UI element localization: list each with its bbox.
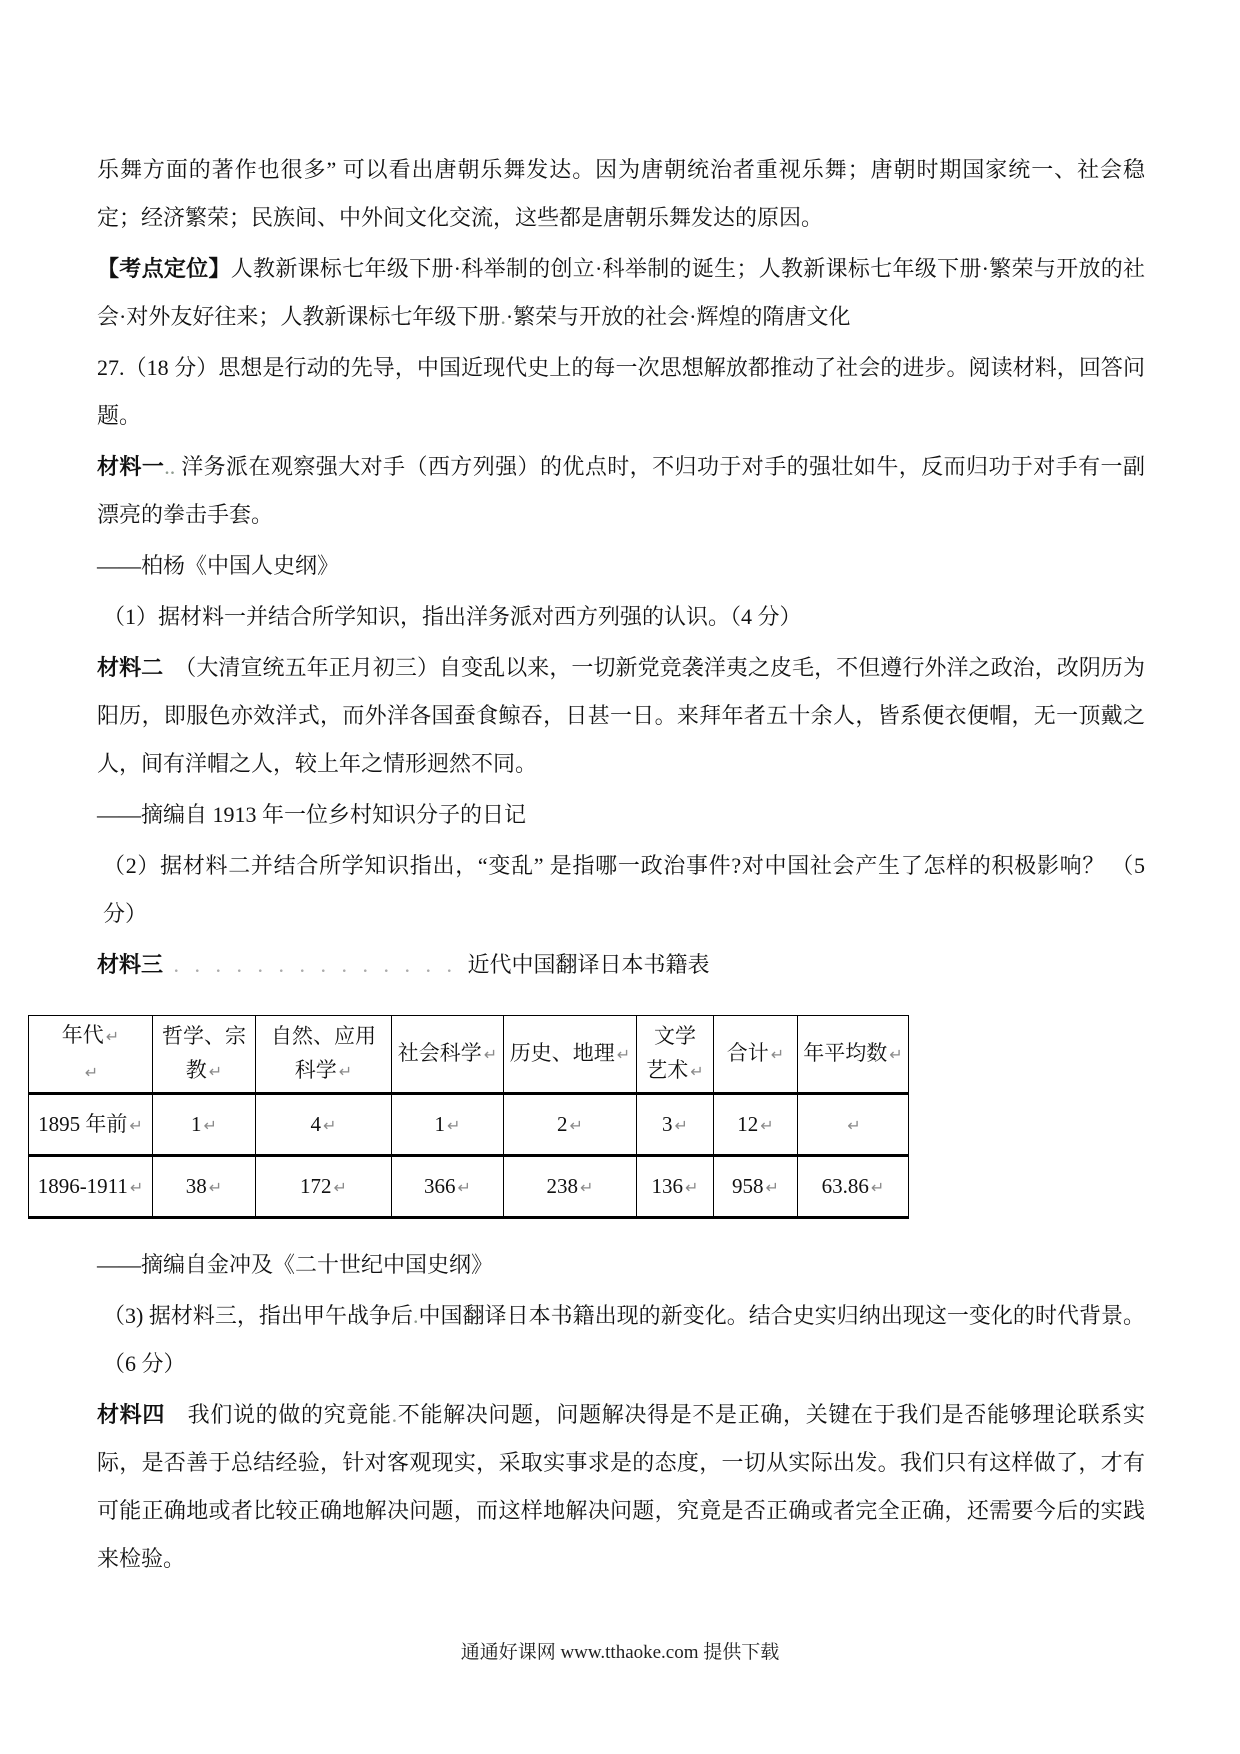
return-mark-icon: ↵ xyxy=(457,1177,471,1197)
material-label: 材料四 xyxy=(97,1402,165,1427)
table-cell-line xyxy=(802,1107,904,1143)
return-mark-icon: ↵ xyxy=(483,1045,498,1064)
table-cell xyxy=(637,1156,714,1218)
return-mark-icon: ↵ xyxy=(690,1062,704,1081)
return-mark-icon: ↵ xyxy=(889,1045,903,1064)
table-cell-line: 艺术 ↵ xyxy=(646,1058,704,1082)
return-mark-icon: ↵ xyxy=(105,1027,120,1046)
paragraph xyxy=(97,542,1145,590)
return-mark-icon: ↵ xyxy=(616,1045,631,1064)
table-header-row xyxy=(29,1016,909,1094)
table-header-cell xyxy=(504,1016,637,1094)
table-cell-line: 哲学、宗 xyxy=(162,1024,246,1048)
text-run: . xyxy=(391,1402,398,1427)
table-cell-line: 4 ↵ xyxy=(310,1111,337,1136)
table-cell-line: 社会科学 ↵ xyxy=(397,1041,498,1065)
return-mark-icon: ↵ xyxy=(129,1115,143,1135)
text-run: 不能解决问题，问题解决得是不是正确，关键在于我们是否能够理论联系实际，是否善于总结经验，针对客观现实，采取实事求是的态度，一切从实际出发。我们只有这样做了，才有可能正确地或者比较正确地解决问题，而这样地解决问题，究竟是否正确或者完全正确，还需要今后的实践来检验。 xyxy=(97,1402,1145,1571)
return-mark-icon: ↵ xyxy=(203,1115,217,1135)
table-row xyxy=(29,1156,909,1218)
table-cell-line: 自然、应用 xyxy=(271,1024,376,1048)
table-cell xyxy=(256,1094,392,1156)
table-cell-line: 年平均数 ↵ xyxy=(803,1041,903,1065)
return-mark-icon: ↵ xyxy=(208,1177,223,1197)
table-cell xyxy=(637,1094,714,1156)
text-run: 人教新课标七年级下册·科举制的创立·科举制的诞生；人教新课标七年级下册·繁荣与开放的社会·对外友好往来；人教新课标七年级下册 xyxy=(97,256,1145,329)
return-mark-icon: ↵ xyxy=(770,1045,785,1064)
footer-text: 通通好课网 www.tthaoke.com 提供下载 xyxy=(460,1642,780,1663)
paragraph xyxy=(97,245,1145,341)
text-run: ·繁荣与开放的社会·辉煌的隋唐文化 xyxy=(505,304,851,329)
table-cell xyxy=(504,1156,637,1218)
table-cell-line: 38 ↵ xyxy=(185,1173,223,1198)
table-cell xyxy=(798,1094,909,1156)
text-run: 近代中国翻译日本书籍表 xyxy=(467,952,710,977)
table-cell-line: 136 ↵ xyxy=(651,1173,699,1198)
return-mark-icon: ↵ xyxy=(338,1062,353,1081)
material-label: 【考点定位】 xyxy=(97,256,231,281)
return-mark-icon: ↵ xyxy=(447,1115,461,1135)
table-cell-line: 1896-1911 ↵ xyxy=(37,1173,144,1198)
table-cell-line: 3 ↵ xyxy=(662,1111,688,1136)
text-run: 我们说的做的究竟能 xyxy=(165,1402,392,1427)
paragraph xyxy=(97,1292,1145,1388)
table-cell xyxy=(714,1156,798,1218)
table-cell-line: 958 ↵ xyxy=(732,1173,779,1198)
return-mark-icon: ↵ xyxy=(333,1177,347,1197)
text-run: 乐舞方面的著作也很多” 可以看出唐朝乐舞发达。因为唐朝统治者重视乐舞；唐朝时期国家统一、社会稳定；经济繁荣；民族间、中外间文化交流，这些都是唐朝乐舞发达的原因。 xyxy=(97,157,1145,230)
paragraph xyxy=(97,1391,1145,1583)
text-run: . xyxy=(413,1303,419,1328)
paragraph xyxy=(97,791,1145,839)
return-mark-icon: ↵ xyxy=(569,1115,583,1135)
table-cell-line: 合计 ↵ xyxy=(726,1041,785,1065)
table-cell-line: 教 ↵ xyxy=(185,1058,223,1082)
text-run: . xyxy=(500,304,506,329)
table-cell-line: 年代 ↵ xyxy=(61,1023,120,1047)
page-footer xyxy=(0,1638,1240,1668)
table-cell xyxy=(714,1094,798,1156)
table-header-cell xyxy=(29,1016,153,1094)
table-row xyxy=(29,1094,909,1156)
paragraph xyxy=(97,146,1145,242)
table-cell-line: 12 ↵ xyxy=(737,1111,774,1136)
table-header-cell xyxy=(714,1016,798,1094)
return-mark-icon: ↵ xyxy=(765,1177,779,1197)
text-run: （2）据材料二并结合所学知识指出，“变乱” 是指哪一政治事件?对中国社会产生了怎样的积极影响？ （5 分） xyxy=(103,853,1145,926)
text-run: （3) 据材料三，指出甲午战争后 xyxy=(103,1303,414,1328)
table-cell xyxy=(392,1156,504,1218)
table-cell xyxy=(504,1094,637,1156)
table-cell-line: 科学 ↵ xyxy=(294,1058,353,1082)
table-header-cell xyxy=(153,1016,256,1094)
return-mark-icon: ↵ xyxy=(129,1177,144,1197)
text-run: .. xyxy=(164,454,176,479)
dotted-leader: . . . . . . . . . . . . . . xyxy=(163,952,468,977)
table-header-cell xyxy=(637,1016,714,1094)
table-cell xyxy=(392,1094,504,1156)
material-label: 材料一 xyxy=(97,454,165,479)
return-mark-icon: ↵ xyxy=(685,1177,699,1197)
table-cell-line: 63.86 ↵ xyxy=(821,1173,885,1198)
table-cell-line: 1895 年前 ↵ xyxy=(38,1111,143,1136)
paragraph xyxy=(97,443,1145,539)
table-cell-line: 172 ↵ xyxy=(300,1173,347,1198)
text-run: （1）据材料一并结合所学知识，指出洋务派对西方列强的认识。（4 分） xyxy=(103,604,802,629)
table-cell-line: 238 ↵ xyxy=(546,1173,594,1198)
table-cell-line xyxy=(33,1054,148,1090)
text-run: ——摘编自金冲及《二十世纪中国史纲》 xyxy=(97,1252,494,1277)
table-cell xyxy=(29,1156,153,1218)
table-header-cell xyxy=(256,1016,392,1094)
table-cell xyxy=(153,1094,256,1156)
table-header-cell xyxy=(392,1016,504,1094)
table-cell xyxy=(153,1156,256,1218)
paragraph xyxy=(97,842,1145,938)
table-cell-line: 文学 xyxy=(654,1024,696,1048)
return-mark-icon: ↵ xyxy=(580,1177,594,1197)
return-mark-icon: ↵ xyxy=(674,1115,688,1135)
table-cell-line: 366 ↵ xyxy=(424,1173,471,1198)
return-mark-icon: ↵ xyxy=(84,1063,99,1082)
table-cell-line: 1 ↵ xyxy=(434,1111,461,1136)
table-cell xyxy=(798,1156,909,1218)
text-run: 中国翻译日本书籍出现的新变化。结合史实归纳出现这一变化的时代背景。（6 分） xyxy=(103,1303,1145,1376)
return-mark-icon: ↵ xyxy=(847,1115,861,1135)
return-mark-icon: ↵ xyxy=(760,1115,774,1135)
table-cell-line: 1 ↵ xyxy=(191,1111,217,1136)
table-header-cell xyxy=(798,1016,909,1094)
translation-table xyxy=(28,1015,909,1219)
table-cell xyxy=(256,1156,392,1218)
paragraph xyxy=(97,593,1145,641)
text-run: ——摘编自 1913 年一位乡村知识分子的日记 xyxy=(97,802,527,827)
material-label: 材料二 xyxy=(97,655,164,680)
paragraph xyxy=(97,1241,1145,1289)
paragraph xyxy=(97,941,1145,989)
paragraph xyxy=(97,644,1145,788)
return-mark-icon: ↵ xyxy=(323,1115,337,1135)
paragraph xyxy=(97,344,1145,440)
table-cell-line: 历史、地理 ↵ xyxy=(509,1041,631,1065)
table-cell-line: 2 ↵ xyxy=(557,1111,583,1136)
text-run: ——柏杨《中国人史纲》 xyxy=(97,553,340,578)
table-cell xyxy=(29,1094,153,1156)
return-mark-icon: ↵ xyxy=(870,1177,885,1197)
material-label: 材料三 xyxy=(97,952,164,977)
text-run: （大清宣统五年正月初三）自变乱以来，一切新党竞袭洋夷之皮毛，不但遵行外洋之政治，改阴历为阳历，即服色亦效洋式，而外洋各国蚕食鲸吞，日甚一日。来拜年者五十余人，皆系便衣便帽，无一顶戴之人，间有洋帽之人，较上年之情形迥然不同。 xyxy=(97,655,1145,776)
text-run: 27.（18 分）思想是行动的先导，中国近现代史上的每一次思想解放都推动了社会的进步。阅读材料，回答问题。 xyxy=(97,355,1145,428)
text-run: 洋务派在观察强大对手（西方列强）的优点时，不归功于对手的强壮如牛，反而归功于对手有一副漂亮的拳击手套。 xyxy=(97,454,1145,527)
return-mark-icon: ↵ xyxy=(208,1062,223,1081)
document-body-lower xyxy=(0,1241,1240,1583)
